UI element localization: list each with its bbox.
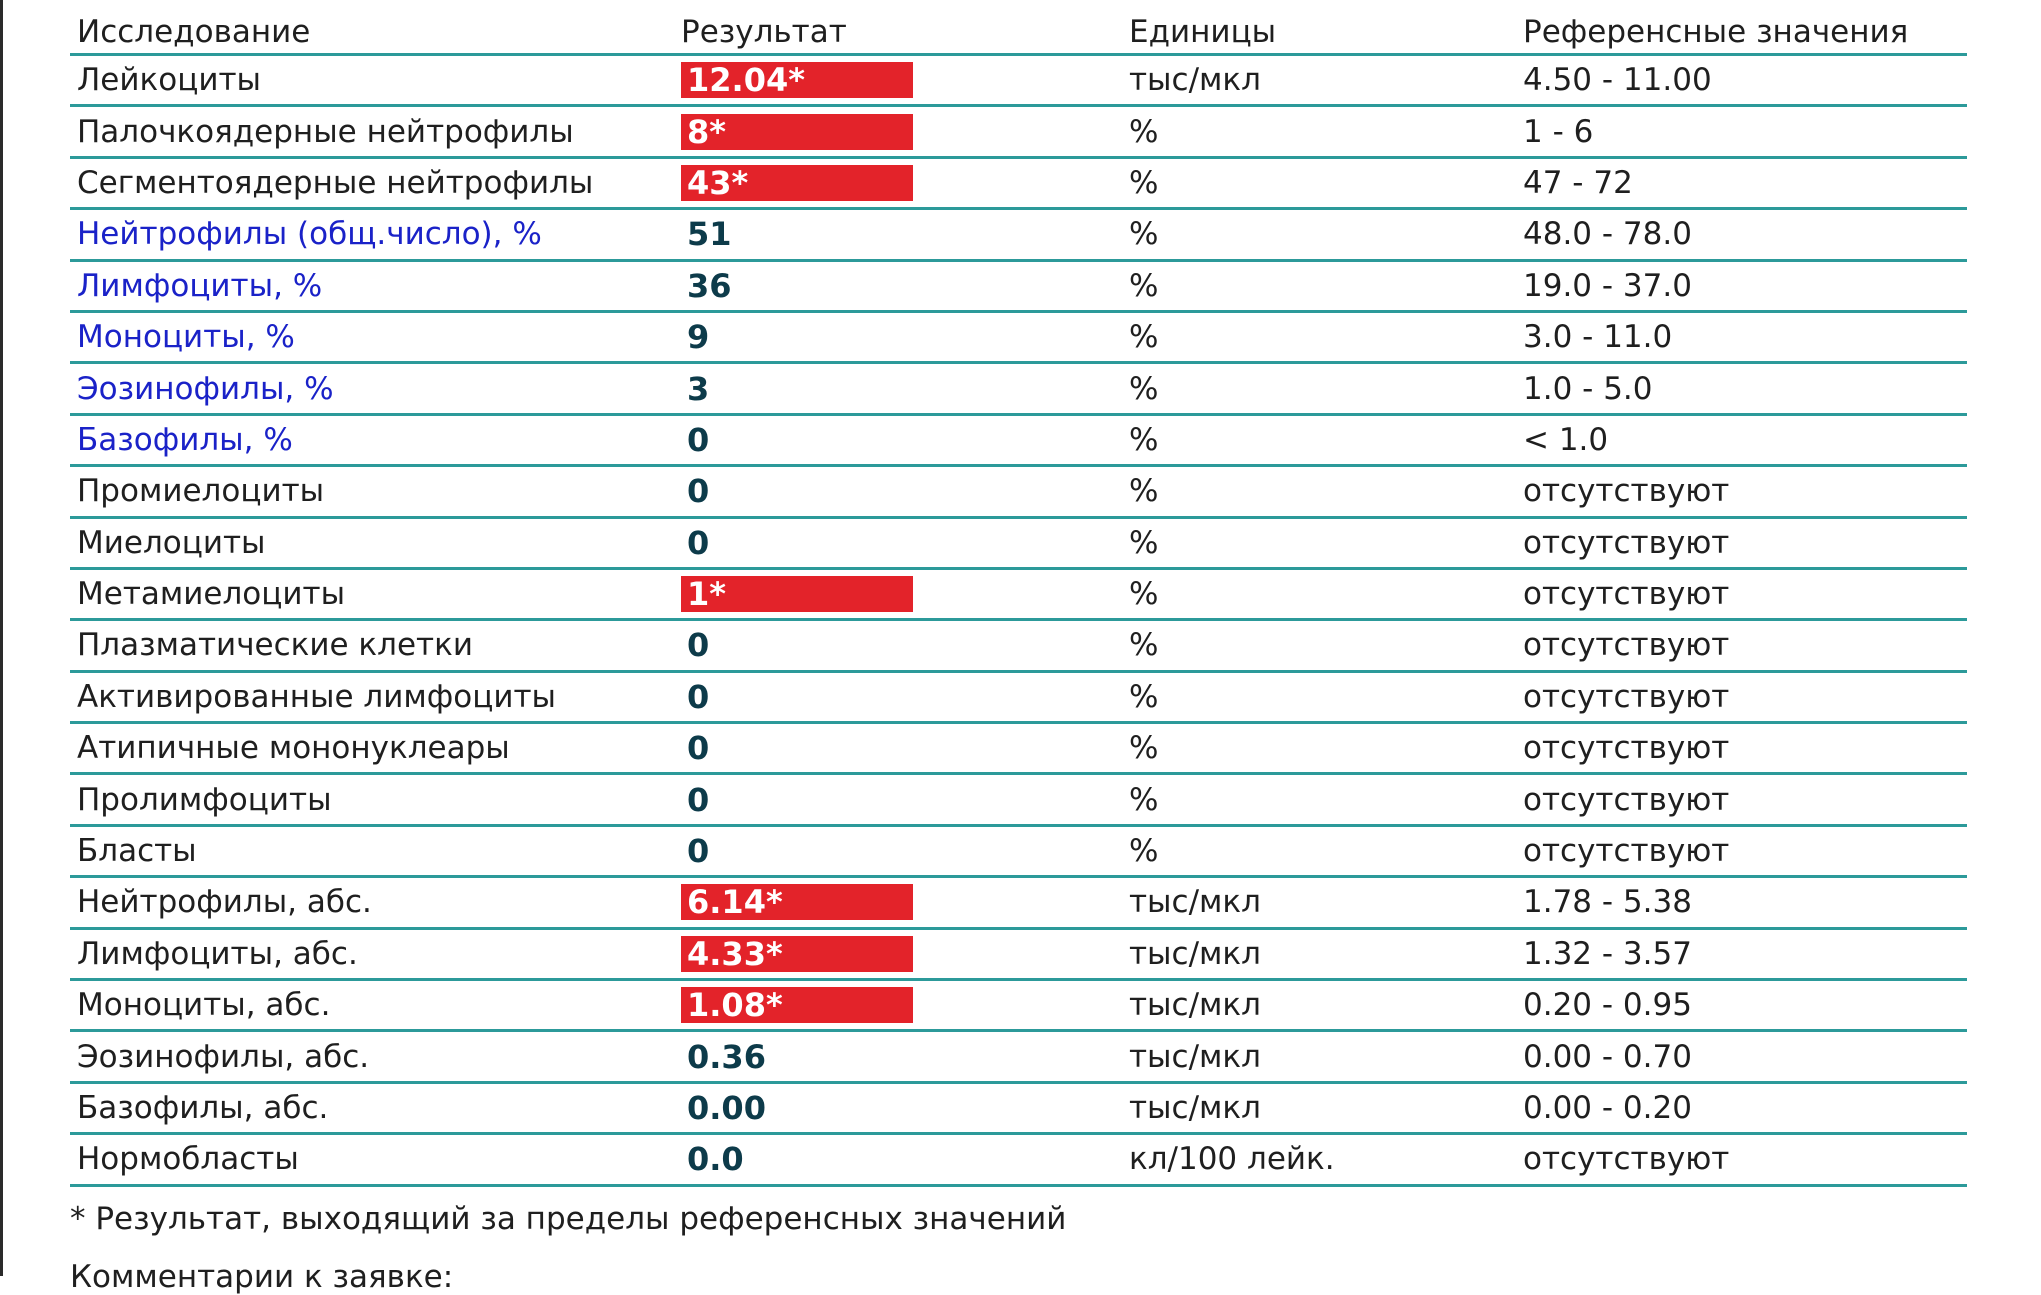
test-name: Бласты bbox=[70, 825, 674, 876]
test-name: Лейкоциты bbox=[70, 55, 674, 106]
table-row bbox=[70, 568, 1967, 619]
reference-range: отсутствуют bbox=[1516, 774, 1967, 825]
result-value: 0 bbox=[687, 832, 710, 871]
reference-range: отсутствуют bbox=[1516, 620, 1967, 671]
result-value: 0 bbox=[687, 677, 710, 716]
table-row bbox=[70, 414, 1967, 465]
result-cell bbox=[674, 825, 1122, 876]
flagged-result-value: 1.08* bbox=[681, 987, 913, 1023]
table-row bbox=[70, 260, 1967, 311]
units: % bbox=[1122, 157, 1516, 208]
header-result: Результат bbox=[674, 10, 1122, 55]
reference-range: 1.78 - 5.38 bbox=[1516, 877, 1967, 928]
result-cell bbox=[674, 55, 1122, 106]
page-edge bbox=[0, 0, 3, 1276]
test-name: Нормобласты bbox=[70, 1134, 674, 1185]
test-name: Миелоциты bbox=[70, 517, 674, 568]
units: тыс/мкл bbox=[1122, 928, 1516, 979]
test-name: Эозинофилы, абс. bbox=[70, 1031, 674, 1082]
reference-range: отсутствуют bbox=[1516, 466, 1967, 517]
table-row bbox=[70, 209, 1967, 260]
units: тыс/мкл bbox=[1122, 55, 1516, 106]
units: % bbox=[1122, 568, 1516, 619]
flagged-result-value: 6.14* bbox=[681, 884, 913, 920]
units: % bbox=[1122, 311, 1516, 362]
reference-range: 0.00 - 0.70 bbox=[1516, 1031, 1967, 1082]
table-row bbox=[70, 363, 1967, 414]
result-cell bbox=[674, 1082, 1122, 1133]
test-name: Промиелоциты bbox=[70, 466, 674, 517]
test-name: Лимфоциты, абс. bbox=[70, 928, 674, 979]
reference-range: 4.50 - 11.00 bbox=[1516, 55, 1967, 106]
result-cell bbox=[674, 363, 1122, 414]
test-name: Атипичные мононуклеары bbox=[70, 723, 674, 774]
result-cell bbox=[674, 209, 1122, 260]
units: тыс/мкл bbox=[1122, 1031, 1516, 1082]
result-cell bbox=[674, 723, 1122, 774]
units: кл/100 лейк. bbox=[1122, 1134, 1516, 1185]
units: тыс/мкл bbox=[1122, 877, 1516, 928]
results-body bbox=[70, 55, 1967, 1186]
result-cell bbox=[674, 568, 1122, 619]
result-value: 0.36 bbox=[687, 1037, 766, 1076]
test-name: Нейтрофилы, абс. bbox=[70, 877, 674, 928]
test-name: Палочкоядерные нейтрофилы bbox=[70, 106, 674, 157]
reference-range: 48.0 - 78.0 bbox=[1516, 209, 1967, 260]
units: % bbox=[1122, 363, 1516, 414]
reference-range: 1 - 6 bbox=[1516, 106, 1967, 157]
table-row bbox=[70, 55, 1967, 106]
flagged-result-value: 12.04* bbox=[681, 62, 913, 98]
table-row bbox=[70, 620, 1967, 671]
table-row bbox=[70, 311, 1967, 362]
table-row bbox=[70, 671, 1967, 722]
test-name: Моноциты, % bbox=[70, 311, 674, 362]
result-value: 36 bbox=[687, 266, 732, 305]
table-row bbox=[70, 980, 1967, 1031]
units: % bbox=[1122, 106, 1516, 157]
test-name: Пролимфоциты bbox=[70, 774, 674, 825]
units: % bbox=[1122, 671, 1516, 722]
table-row bbox=[70, 1031, 1967, 1082]
result-cell bbox=[674, 774, 1122, 825]
reference-range: отсутствуют bbox=[1516, 1134, 1967, 1185]
flagged-result-value: 1* bbox=[681, 576, 913, 612]
units: тыс/мкл bbox=[1122, 1082, 1516, 1133]
reference-range: 0.20 - 0.95 bbox=[1516, 980, 1967, 1031]
reference-range: 1.32 - 3.57 bbox=[1516, 928, 1967, 979]
header-reference: Референсные значения bbox=[1516, 10, 1967, 55]
test-name: Плазматические клетки bbox=[70, 620, 674, 671]
result-value: 51 bbox=[687, 215, 732, 254]
result-cell bbox=[674, 1134, 1122, 1185]
lab-report bbox=[70, 10, 1967, 1295]
result-value: 0.0 bbox=[687, 1140, 744, 1179]
reference-range: отсутствуют bbox=[1516, 517, 1967, 568]
result-value: 3 bbox=[687, 369, 710, 408]
result-cell bbox=[674, 414, 1122, 465]
units: % bbox=[1122, 620, 1516, 671]
units: % bbox=[1122, 825, 1516, 876]
flagged-result-value: 4.33* bbox=[681, 936, 913, 972]
test-name: Базофилы, абс. bbox=[70, 1082, 674, 1133]
result-cell bbox=[674, 466, 1122, 517]
units: % bbox=[1122, 466, 1516, 517]
test-name: Сегментоядерные нейтрофилы bbox=[70, 157, 674, 208]
result-cell bbox=[674, 106, 1122, 157]
result-cell bbox=[674, 980, 1122, 1031]
flagged-result-value: 43* bbox=[681, 165, 913, 201]
reference-range: отсутствуют bbox=[1516, 825, 1967, 876]
reference-range: 3.0 - 11.0 bbox=[1516, 311, 1967, 362]
result-value: 0.00 bbox=[687, 1089, 766, 1127]
result-value: 0 bbox=[687, 420, 710, 459]
table-row bbox=[70, 517, 1967, 568]
test-name: Метамиелоциты bbox=[70, 568, 674, 619]
table-row bbox=[70, 466, 1967, 517]
header-row bbox=[70, 10, 1967, 55]
result-value: 0 bbox=[687, 626, 710, 665]
results-table bbox=[70, 10, 1967, 1187]
test-name: Базофилы, % bbox=[70, 414, 674, 465]
test-name: Моноциты, абс. bbox=[70, 980, 674, 1031]
units: % bbox=[1122, 517, 1516, 568]
test-name: Эозинофилы, % bbox=[70, 363, 674, 414]
table-row bbox=[70, 1082, 1967, 1133]
reference-range: отсутствуют bbox=[1516, 568, 1967, 619]
result-value: 0 bbox=[687, 729, 710, 768]
result-cell bbox=[674, 260, 1122, 311]
reference-range: 19.0 - 37.0 bbox=[1516, 260, 1967, 311]
reference-range: отсутствуют bbox=[1516, 723, 1967, 774]
table-row bbox=[70, 928, 1967, 979]
header-test: Исследование bbox=[70, 10, 674, 55]
units: тыс/мкл bbox=[1122, 980, 1516, 1031]
reference-range: 47 - 72 bbox=[1516, 157, 1967, 208]
footnote: * Результат, выходящий за пределы референсных значений bbox=[70, 1200, 1067, 1237]
flagged-result-value: 8* bbox=[681, 114, 913, 150]
result-value: 0 bbox=[687, 472, 710, 511]
units: % bbox=[1122, 723, 1516, 774]
result-cell bbox=[674, 928, 1122, 979]
reference-range: < 1.0 bbox=[1516, 414, 1967, 465]
result-cell bbox=[674, 157, 1122, 208]
units: % bbox=[1122, 260, 1516, 311]
result-cell bbox=[674, 311, 1122, 362]
result-value: 9 bbox=[687, 318, 710, 357]
reference-range: 0.00 - 0.20 bbox=[1516, 1082, 1967, 1133]
table-row bbox=[70, 774, 1967, 825]
reference-range: отсутствуют bbox=[1516, 671, 1967, 722]
table-row bbox=[70, 877, 1967, 928]
result-cell bbox=[674, 620, 1122, 671]
test-name: Активированные лимфоциты bbox=[70, 671, 674, 722]
result-cell bbox=[674, 517, 1122, 568]
units: % bbox=[1122, 414, 1516, 465]
table-row bbox=[70, 157, 1967, 208]
reference-range: 1.0 - 5.0 bbox=[1516, 363, 1967, 414]
result-cell bbox=[674, 1031, 1122, 1082]
table-row bbox=[70, 1134, 1967, 1185]
result-value: 0 bbox=[687, 780, 710, 819]
units: % bbox=[1122, 774, 1516, 825]
result-value: 0 bbox=[687, 523, 710, 562]
test-name: Нейтрофилы (общ.число), % bbox=[70, 209, 674, 260]
units: % bbox=[1122, 209, 1516, 260]
table-row bbox=[70, 825, 1967, 876]
table-row bbox=[70, 723, 1967, 774]
result-cell bbox=[674, 671, 1122, 722]
header-units: Единицы bbox=[1122, 10, 1516, 55]
comments-label: Комментарии к заявке: bbox=[70, 1258, 454, 1295]
table-row bbox=[70, 106, 1967, 157]
test-name: Лимфоциты, % bbox=[70, 260, 674, 311]
result-cell bbox=[674, 877, 1122, 928]
